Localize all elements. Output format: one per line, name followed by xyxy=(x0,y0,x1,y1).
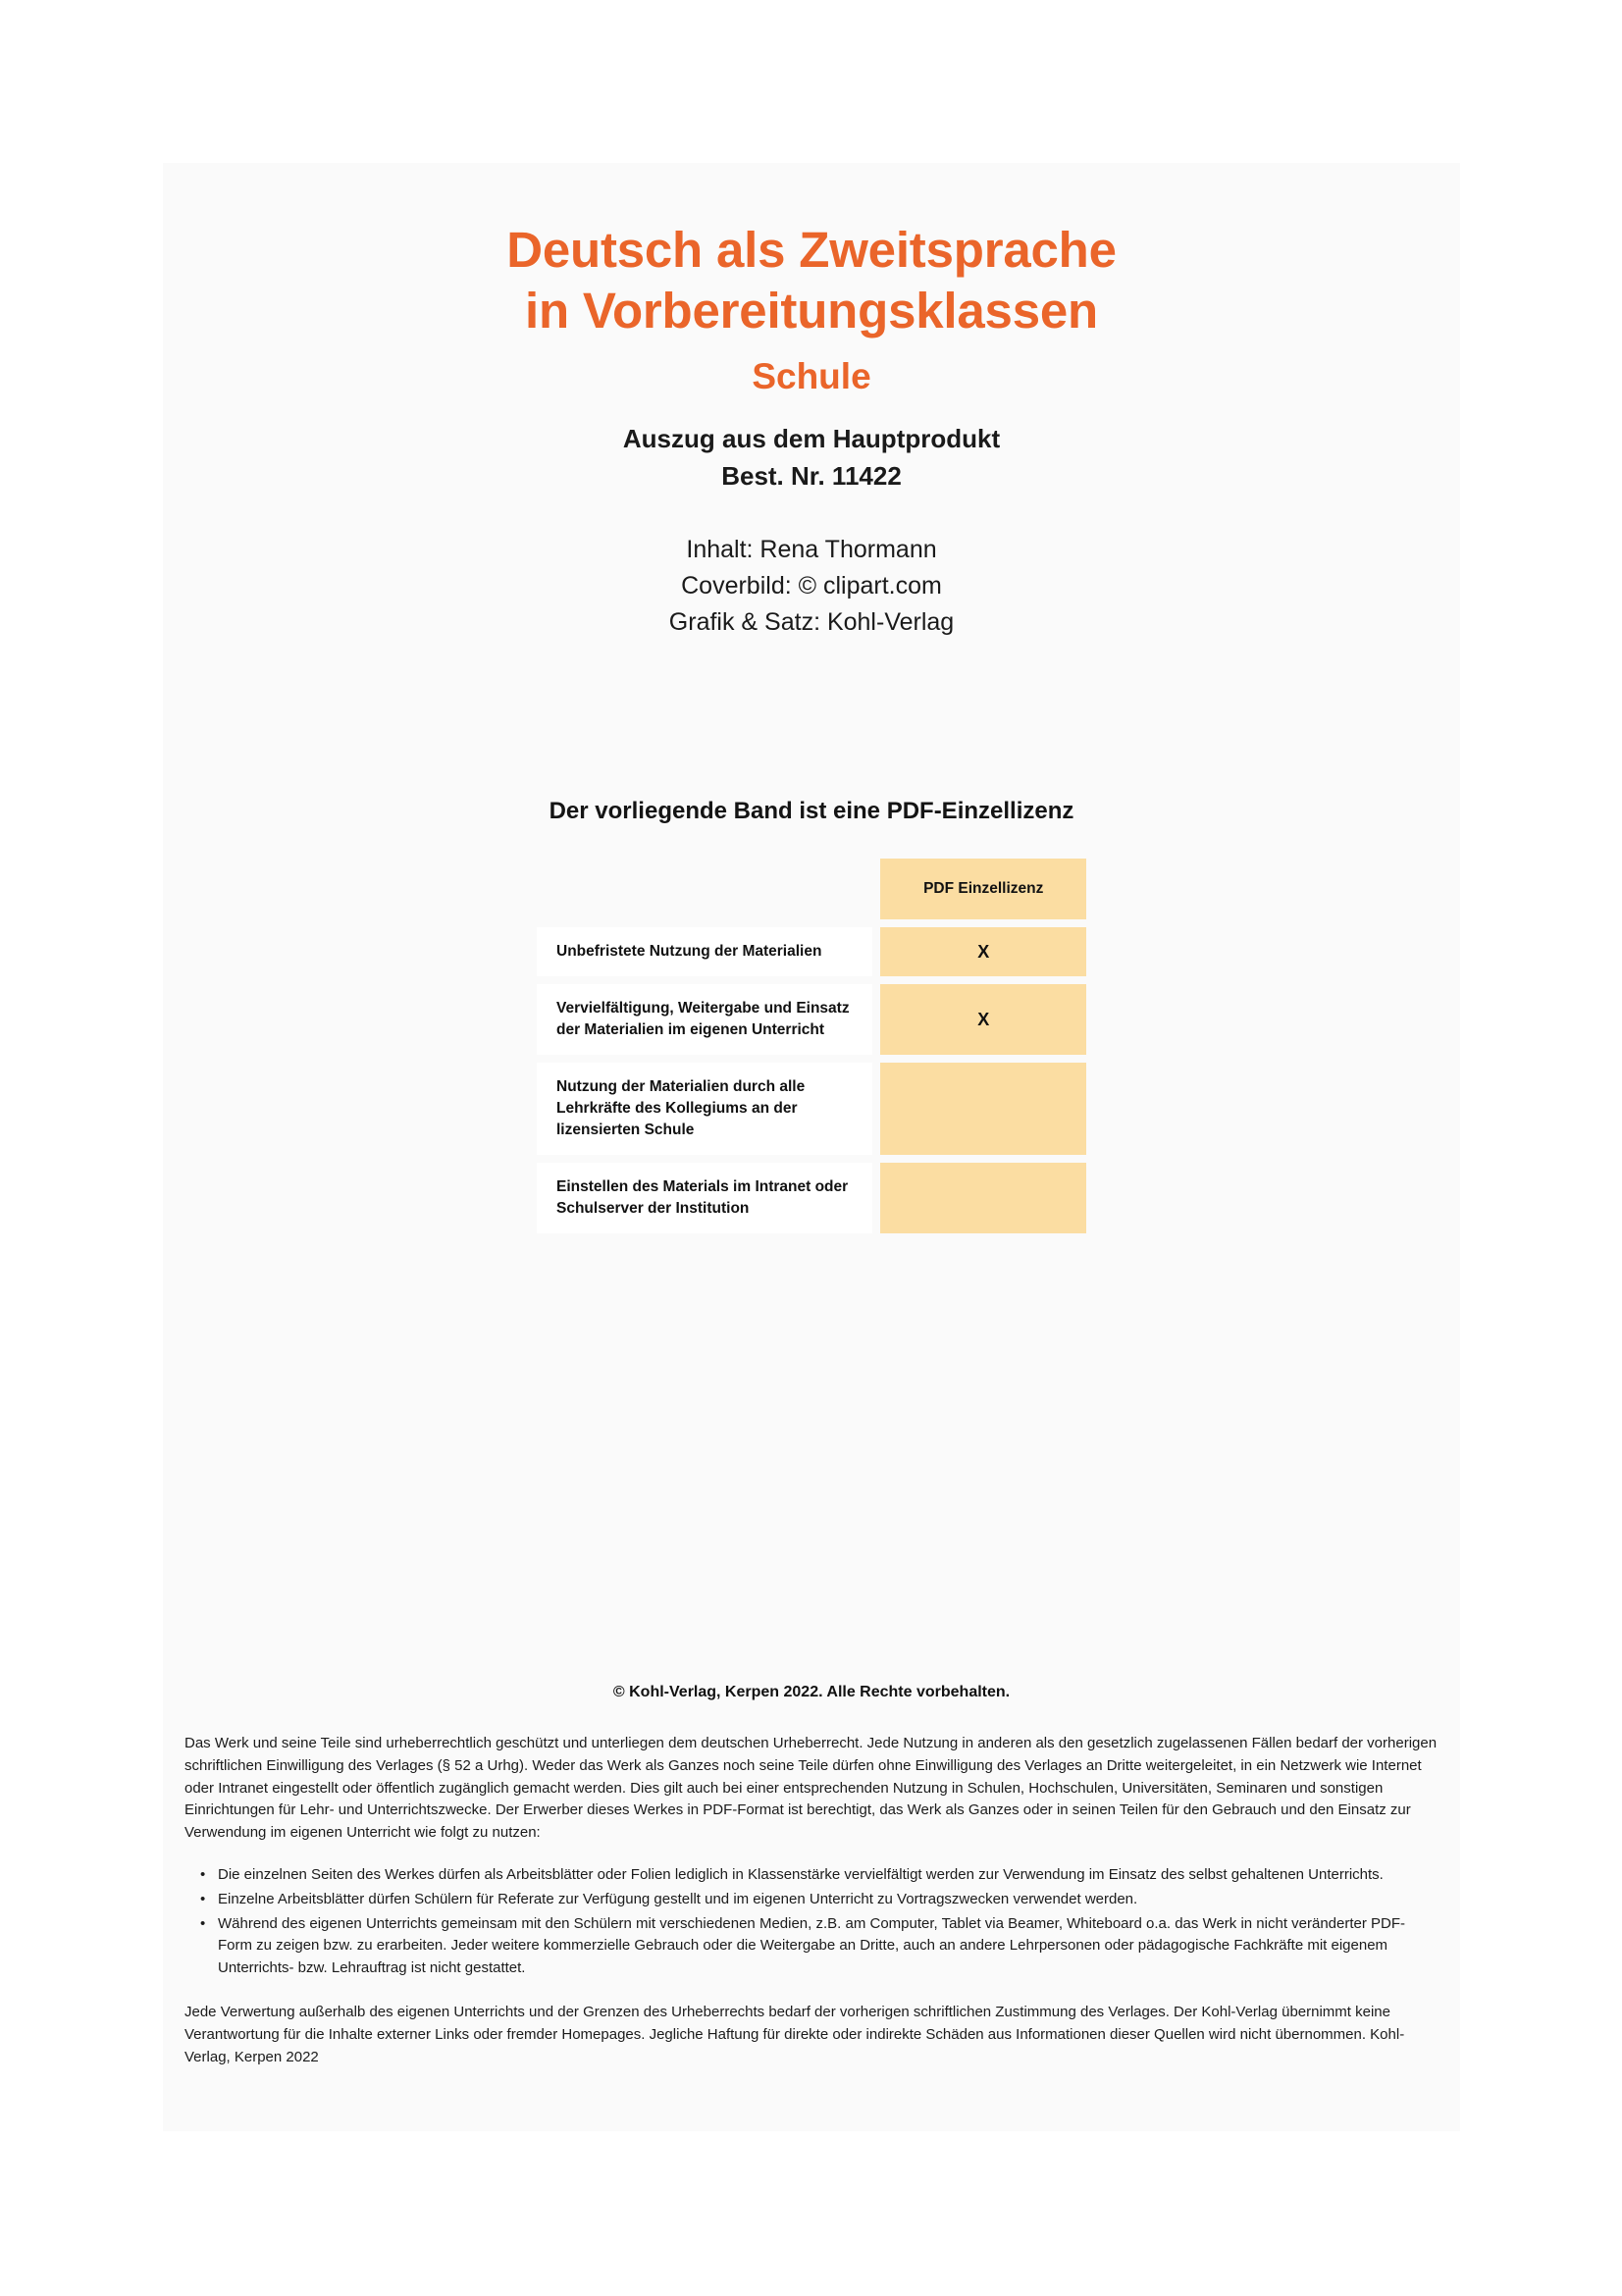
license-column-spacer xyxy=(872,859,880,919)
list-item-text: Einzelne Arbeitsblätter dürfen Schülern für Referate zur Verfügung gestellt und im eigenen Unterricht zu Vortragszwecken verwendet werden. xyxy=(218,1890,1138,1907)
license-row-value xyxy=(880,1163,1086,1233)
license-row-value: X xyxy=(880,984,1086,1055)
title-block xyxy=(163,163,1460,641)
license-row-gap xyxy=(537,1055,1086,1063)
license-row-label: Unbefristete Nutzung der Materialien xyxy=(537,927,872,976)
license-table-header-row xyxy=(537,859,1086,919)
subtitle: Schule xyxy=(752,356,871,397)
excerpt-order-number: Best. Nr. 11422 xyxy=(721,460,902,491)
excerpt-line-1: Auszug aus dem Hauptprodukt xyxy=(622,423,1001,453)
credit-layout: Grafik & Satz: Kohl-Verlag xyxy=(668,608,955,637)
list-item xyxy=(184,1864,1439,1887)
credit-cover: Coverbild: © clipart.com xyxy=(681,572,942,600)
license-header-label-empty xyxy=(537,859,872,919)
page-title xyxy=(163,220,1460,341)
license-column-spacer xyxy=(872,1063,880,1155)
excerpt-block xyxy=(163,421,1460,495)
title-line-1: Deutsch als Zweitsprache xyxy=(506,222,1117,278)
license-column-header: PDF Einzellizenz xyxy=(880,859,1086,919)
table-row xyxy=(537,1063,1086,1155)
table-row xyxy=(537,927,1086,976)
license-heading: Der vorliegende Band ist eine PDF-Einzellizenz xyxy=(549,798,1074,825)
legal-closing-paragraph: Jede Verwertung außerhalb des eigenen Unterrichts und der Grenzen des Urheberrechts bedarf der vorherigen schriftlichen Zustimmung des Verlages. Der Kohl-Verlag übernimmt keine Verantwortung für die Inhalte externer Links oder fremder Homepages. Jegliche Haftung für direkte oder indirekte Schäden aus Informationen dieser Quellen wird nicht übernommen. Kohl-Verlag, Kerpen 2022 xyxy=(184,2003,1405,2065)
license-row-label: Einstellen des Materials im Intranet oder Schulserver der Institution xyxy=(537,1163,872,1233)
list-item-text: Während des eigenen Unterrichts gemeinsam mit den Schülern mit verschiedenen Medien, z.B. am Computer, Tablet via Beamer, Whiteboard o.a. das Werk in nicht veränderter PDF-Form zu zeigen bzw. zu erarbeiten. Jeder weitere kommerzielle Gebrauch oder die Weitergabe an Dritte, auch an andere Lehrpersonen oder pädagogische Fachkräfte mit eigenem Unterrichts- bzw. Lehrauftrag ist nicht gestattet. xyxy=(218,1914,1406,1977)
copyright-notice: © Kohl-Verlag, Kerpen 2022. Alle Rechte vorbehalten. xyxy=(612,1684,1011,1700)
credits-block xyxy=(163,532,1460,641)
legal-text-block xyxy=(184,1733,1439,2068)
license-row-gap xyxy=(537,976,1086,984)
license-row-value xyxy=(880,1063,1086,1155)
title-line-2: in Vorbereitungsklassen xyxy=(525,283,1098,339)
document-page xyxy=(163,163,1460,2131)
license-column-spacer xyxy=(872,927,880,976)
license-column-spacer xyxy=(872,984,880,1055)
list-item xyxy=(184,1913,1439,1980)
list-item xyxy=(184,1889,1439,1911)
legal-bullet-list xyxy=(184,1864,1439,1980)
bullet-icon: • xyxy=(200,1865,206,1883)
license-row-value: X xyxy=(880,927,1086,976)
license-row-gap xyxy=(537,919,1086,927)
license-row-gap xyxy=(537,1155,1086,1163)
credit-author: Inhalt: Rena Thormann xyxy=(686,536,937,564)
list-item-text: Die einzelnen Seiten des Werkes dürfen als Arbeitsblätter oder Folien lediglich in Klassenstärke vervielfältigt werden zur Verwendung im Einsatz des selbst gehaltenen Unterrichts. xyxy=(218,1865,1384,1883)
license-row-label: Vervielfältigung, Weitergabe und Einsatz der Materialien im eigenen Unterricht xyxy=(537,984,872,1055)
legal-footer xyxy=(163,1684,1460,2083)
table-row xyxy=(537,984,1086,1055)
bullet-icon: • xyxy=(200,1914,206,1932)
legal-paragraph: Das Werk und seine Teile sind urheberrechtlich geschützt und unterliegen dem deutschen Urheberrecht. Jede Nutzung in anderen als den gesetzlich zugelassenen Fällen bedarf der vorherigen schriftlichen Einwilligung des Verlages (§ 52 a Urhg). Weder das Werk als Ganzes noch seine Teile dürfen ohne Einwilligung des Verlages an Dritte weitergeleitet, in ein Netzwerk wie Internet oder Intranet eingestellt oder öffentlich zugänglich gemacht werden. Dies gilt auch bei einer entsprechenden Nutzung in Schulen, Hochschulen, Universitäten, Seminaren und sonstigen Einrichtungen für Lehr- und Unterrichtszwecke. Der Erwerber dieses Werkes in PDF-Format ist berechtigt, das Werk als Ganzes oder in seinen Teilen für den Gebrauch und den Einsatz zur Verwendung im eigenen Unterricht wie folgt zu nutzen: xyxy=(184,1735,1438,1842)
license-column-spacer xyxy=(872,1163,880,1233)
bullet-icon: • xyxy=(200,1890,206,1907)
table-row xyxy=(537,1163,1086,1233)
license-table xyxy=(537,859,1086,1233)
license-row-label: Nutzung der Materialien durch alle Lehrkräfte des Kollegiums an der lizensierten Schule xyxy=(537,1063,872,1155)
